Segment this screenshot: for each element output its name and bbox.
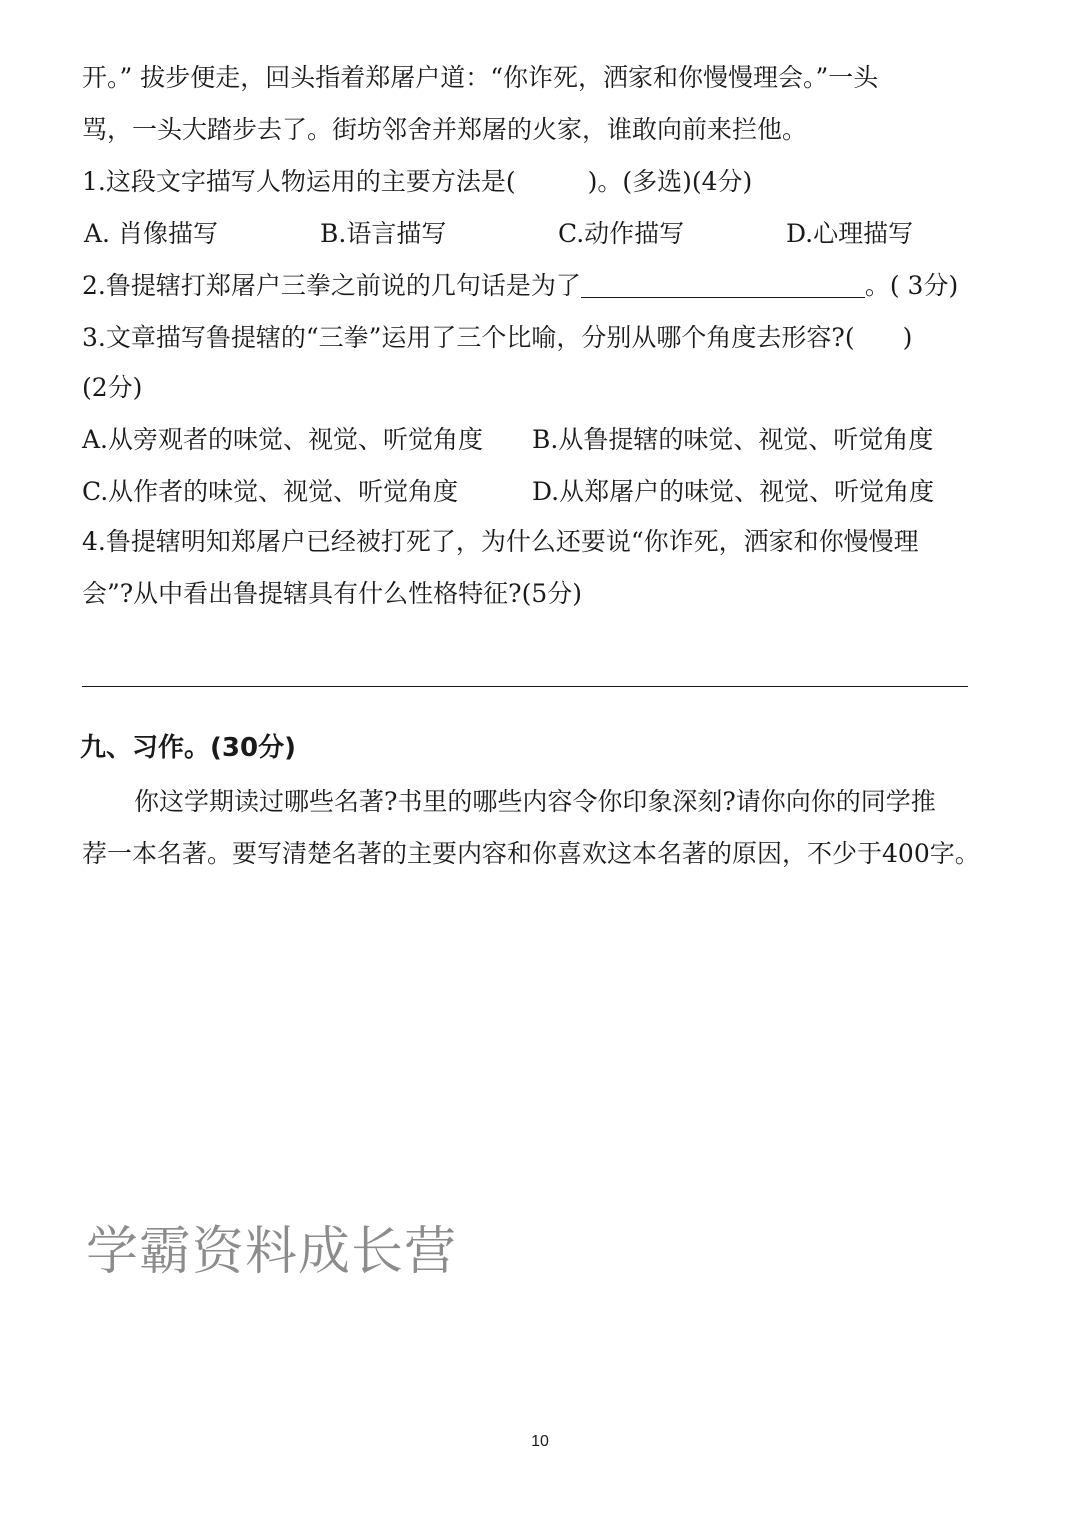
question-1-option-c: C.动作描写 [558,219,685,248]
question-1-points: )。(多选)(4分) [587,167,753,196]
question-3-points: (2分) [82,373,143,402]
section-9-prompt-line-1: 你这学期读过哪些名著?书里的哪些内容令你印象深刻?请你向你的同学推 [134,787,936,816]
question-2-text: 2.鲁提辖打郑屠户三拳之前说的几句话是为了 [82,271,581,300]
question-1-option-d: D.心理描写 [786,219,914,248]
question-1-option-a: A. 肖像描写 [84,219,218,248]
question-3-option-d: D.从郑屠户的味觉、视觉、听觉角度 [532,477,935,506]
question-3-option-b: B.从鲁提辖的味觉、视觉、听觉角度 [532,425,934,454]
question-1-text: 1.这段文字描写人物运用的主要方法是( [82,167,516,196]
section-9-heading: 九、习作。(30分) [80,733,296,763]
question-1-option-b: B.语言描写 [320,219,447,248]
passage-line-2: 骂，一头大踏步去了。街坊邻舍并郑屠的火家，谁敢向前来拦他。 [82,115,808,144]
section-9-prompt-line-2: 荐一本名著。要写清楚名著的主要内容和你喜欢这本名著的原因，不少于400字。 [82,839,980,868]
watermark: 学霸资料成长营 [86,1222,458,1282]
passage-line-1: 开。” 拔步便走，回头指着郑屠户道：“你诈死，洒家和你慢慢理会。”一头 [82,63,879,92]
question-3-option-c: C.从作者的味觉、视觉、听觉角度 [82,477,459,506]
question-3-close-paren: ) [902,323,913,352]
question-4-line-1: 4.鲁提辖明知郑屠户已经被打死了，为什么还要说“你诈死，洒家和你慢慢理 [82,527,919,556]
question-2-points: 。( 3分) [864,271,959,300]
page-number: 10 [531,1433,549,1450]
question-3-text: 3.文章描写鲁提辖的“三拳”运用了三个比喻，分别从哪个角度去形容?( [82,323,855,352]
question-4-answer-line[interactable] [82,686,968,687]
question-3-option-a: A.从旁观者的味觉、视觉、听觉角度 [82,425,484,454]
question-1-stem [82,164,752,200]
question-2-stem [82,268,958,304]
question-4-line-2: 会”?从中看出鲁提辖具有什么性格特征?(5分) [82,579,583,608]
question-3-stem [82,320,912,356]
question-2-answer-blank[interactable] [581,271,865,298]
